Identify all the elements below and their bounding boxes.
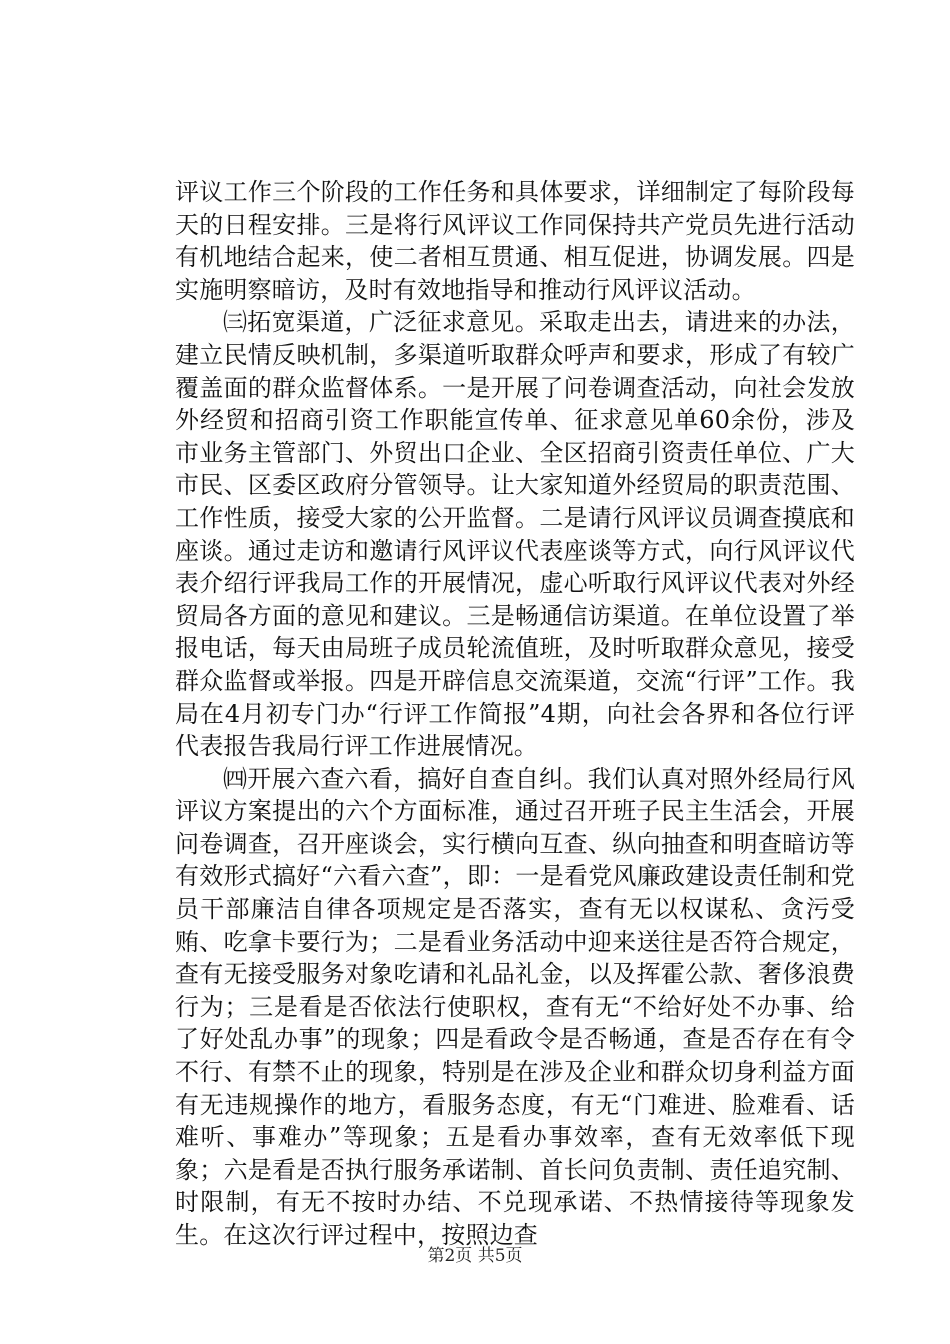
- page-number: 第2页 共5页: [427, 1246, 523, 1266]
- paragraph-2: ㈢拓宽渠道，广泛征求意见。采取走出去，请进来的办法，建立民情反映机制，多渠道听取群众呼声和要求，形成了有较广覆盖面的群众监督体系。一是开展了问卷调查活动，向社会发放外经贸和招商引资工作职能宣传单、征求意见单60余份，涉及市业务主管部门、外贸出口企业、全区招商引资责任单位、广大市民、区委区政府分管领导。让大家知道外经贸局的职责范围、工作性质，接受大家的公开监督。二是请行风评议员调查摸底和座谈。通过走访和邀请行风评议代表座谈等方式，向行风评议代表介绍行评我局工作的开展情况，虚心听取行风评议代表对外经贸局各方面的意见和建议。三是畅通信访渠道。在单位设置了举报电话，每天由局班子成员轮流值班，及时听取群众意见，接受群众监督或举报。四是开辟信息交流渠道，交流“行评”工作。我局在4月初专门办“行评工作简报”4期，向社会各界和各位行评代表报告我局行评工作进展情况。: [175, 308, 855, 761]
- paragraph-1: 评议工作三个阶段的工作任务和具体要求，详细制定了每阶段每天的日程安排。三是将行风评议工作同保持共产党员先进行活动有机地结合起来，使二者相互贯通、相互促进，协调发展。四是实施明察暗访，及时有效地指导和推动行风评议活动。: [175, 178, 855, 304]
- document-body: [175, 176, 855, 1252]
- page-footer: [0, 1245, 950, 1267]
- paragraph-3: ㈣开展六查六看，搞好自查自纠。我们认真对照外经局行风评议方案提出的六个方面标准，通过召开班子民主生活会，开展问卷调查，召开座谈会，实行横向互查、纵向抽查和明查暗访等有效形式搞好“六看六查”，即：一是看党风廉政建设责任制和党员干部廉洁自律各项规定是否落实，查有无以权谋私、贪污受贿、吃拿卡要行为；二是看业务活动中迎来送往是否符合规定，查有无接受服务对象吃请和礼品礼金，以及挥霍公款、奢侈浪费行为；三是看是否依法行使职权，查有无“不给好处不办事、给了好处乱办事”的现象；四是看政令是否畅通，查是否存在有令不行、有禁不止的现象，特别是在涉及企业和群众切身利益方面有无违规操作的地方，看服务态度，有无“门难进、脸难看、话难听、事难办”等现象；五是看办事效率，查有无效率低下现象；六是看是否执行服务承诺制、首长问负责制、责任追究制、时限制，有无不按时办结、不兑现承诺、不热情接待等现象发生。在这次行评过程中，按照边查: [175, 764, 855, 1249]
